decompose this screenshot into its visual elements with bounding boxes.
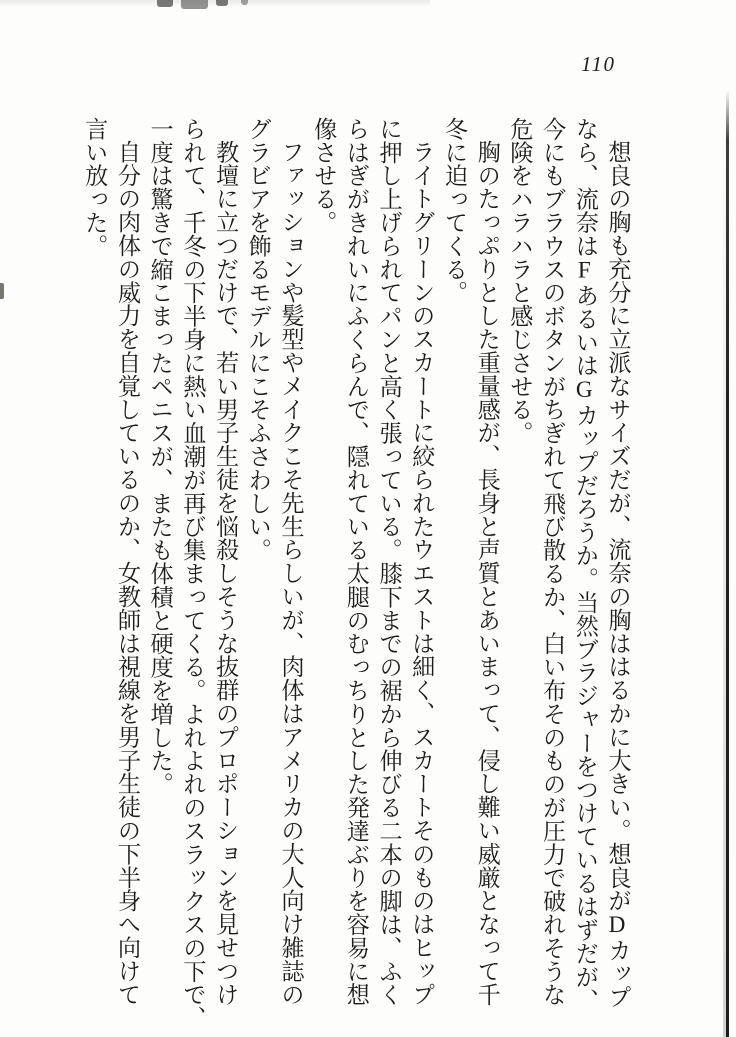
text-column: ファッションや髪型やメイクこそ先生らしいが、肉体はアメリカの大人向け雑誌の [276,140,303,1006]
text-column: 冬に迫ってくる。 [440,117,467,305]
page-edge-line [726,0,729,1037]
text-column: らはぎがきれいにふくらんで、隠れている太腿のむっちりとした発達ぶりを容易に想 [342,117,369,1007]
text-column: 危険をハラハラと感じさせる。 [505,117,532,445]
text-column: られて、千冬の下半身に熱い血潮が再び集まってくる。よれよれのスラックスの下で、 [178,117,205,1030]
text-column: 像させる。 [309,117,336,234]
text-column: 胸のたっぷりとした重量感が、長身と声質とあいまって、侵し難い威厳となって千 [473,140,500,1006]
scan-artifact [241,0,248,5]
scan-artifact [0,283,4,299]
text-column: 教壇に立つだけで、若い男子生徒を悩殺しそうな抜群のプロポーションを見せつけ [211,140,238,1006]
text-column: なら、流奈はFあるいはGカップだろうか。当然ブラジャーをつけているはずだが、 [571,117,598,1012]
text-column: 一度は驚きで縮こまったペニスが、またも体積と硬度を増した。 [146,117,173,796]
text-column: 自分の肉体の威力を自覚しているのか、女教師は視線を男子生徒の下半身へ向けて [113,140,140,1006]
scan-artifact [181,0,208,9]
text-column: 今にもブラウスのボタンがちぎれて飛び散るか、白い布そのものが圧力で破れそうな [538,117,565,1007]
page-number: 110 [581,52,616,76]
scan-artifact [157,0,173,7]
text-column: 言い放った。 [80,117,107,258]
text-column: に押し上げられてパンと高く張っている。膝下までの裾から伸びる二本の脚は、ふく [375,117,402,1007]
text-column: グラビアを飾るモデルにこそふさわしい。 [244,117,271,562]
text-column: 想良の胸も充分に立派なサイズだが、流奈の胸ははるかに大きい。想良がDカップ [604,140,630,1009]
text-block [76,117,633,1030]
scan-artifact [216,0,228,6]
scan-top-shading [0,0,430,7]
text-column: ライトグリーンのスカートに絞られたウエストは細く、スカートそのものはヒップ [407,140,434,1006]
